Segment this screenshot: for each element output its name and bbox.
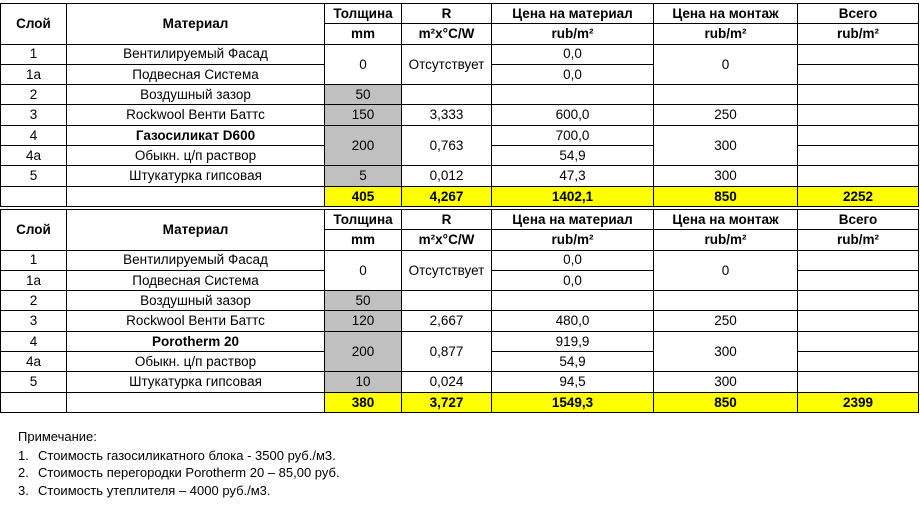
unit-mount-price: rub/m² <box>654 24 798 44</box>
layer-cell: 1 <box>1 44 67 64</box>
thickness-cell: 200 <box>325 125 402 166</box>
table-row <box>1 311 919 331</box>
material-cell: Вентилируемый Фасад <box>67 44 325 64</box>
mount-price-cell <box>654 85 798 105</box>
mat-price-cell <box>492 85 654 105</box>
totals-blank-cell <box>67 392 325 412</box>
note-text: Стоимость утеплителя – 4000 руб./м3. <box>38 482 271 498</box>
mount-price-cell: 250 <box>654 105 798 125</box>
total-cell <box>798 270 919 290</box>
thickness-cell: 0 <box>325 250 402 291</box>
unit-total: rub/m² <box>798 230 919 250</box>
mat-price-cell: 700,0 <box>492 125 654 145</box>
header-material: Материал <box>67 4 325 45</box>
totals-row <box>1 186 919 206</box>
layer-cell: 3 <box>1 311 67 331</box>
mount-price-cell: 300 <box>654 125 798 166</box>
note-number: 1. <box>18 447 29 463</box>
header-row <box>1 4 919 24</box>
total-mat-price: 1402,1 <box>492 186 654 206</box>
header-layer: Слой <box>1 4 67 45</box>
material-cell: Вентилируемый Фасад <box>67 250 325 270</box>
mount-price-cell: 300 <box>654 166 798 186</box>
mat-price-cell: 0,0 <box>492 250 654 270</box>
total-cell <box>798 146 919 166</box>
header-r: R <box>402 210 492 230</box>
mat-price-cell: 0,0 <box>492 44 654 64</box>
layer-cell: 2 <box>1 291 67 311</box>
material-cell: Rockwool Венти Баттс <box>67 105 325 125</box>
layer-cell: 5 <box>1 372 67 392</box>
unit-r: m²x°C/W <box>402 230 492 250</box>
header-layer: Слой <box>1 210 67 251</box>
material-cell: Газосиликат D600 <box>67 125 325 145</box>
table-row <box>1 372 919 392</box>
grand-total: 2399 <box>798 392 919 412</box>
mat-price-cell: 0,0 <box>492 64 654 84</box>
header-material: Материал <box>67 210 325 251</box>
total-thickness: 380 <box>325 392 402 412</box>
r-cell: 3,333 <box>402 105 492 125</box>
mount-price-cell: 0 <box>654 250 798 291</box>
thickness-cell: 10 <box>325 372 402 392</box>
notes-title: Примечание: <box>18 429 97 444</box>
mount-price-cell: 300 <box>654 331 798 372</box>
thickness-cell: 50 <box>325 85 402 105</box>
table-row <box>1 85 919 105</box>
layer-cell: 3 <box>1 105 67 125</box>
thickness-cell: 120 <box>325 311 402 331</box>
total-cell <box>798 105 919 125</box>
layer-cell: 4 <box>1 331 67 351</box>
total-cell <box>798 166 919 186</box>
material-cell: Штукатурка гипсовая <box>67 166 325 186</box>
material-cell: Porotherm 20 <box>67 331 325 351</box>
table-row <box>1 331 919 351</box>
unit-mount-price: rub/m² <box>654 230 798 250</box>
total-cell <box>798 291 919 311</box>
layer-cell: 2 <box>1 85 67 105</box>
thickness-cell: 5 <box>325 166 402 186</box>
table-row <box>1 166 919 186</box>
note-item <box>18 482 340 500</box>
total-cell <box>798 250 919 270</box>
material-cell: Воздушный зазор <box>67 291 325 311</box>
layer-cell: 4 <box>1 125 67 145</box>
header-total: Всего <box>798 210 919 230</box>
layer-cell: 1 <box>1 250 67 270</box>
mount-price-cell <box>654 291 798 311</box>
totals-row <box>1 392 919 412</box>
unit-thickness: mm <box>325 230 402 250</box>
thickness-cell: 50 <box>325 291 402 311</box>
mat-price-cell: 480,0 <box>492 311 654 331</box>
r-cell: Отсутствует <box>402 44 492 85</box>
table-row <box>1 105 919 125</box>
r-cell <box>402 291 492 311</box>
mount-price-cell: 0 <box>654 44 798 85</box>
total-cell <box>798 331 919 351</box>
total-thickness: 405 <box>325 186 402 206</box>
total-cell <box>798 372 919 392</box>
layer-cell: 4а <box>1 352 67 372</box>
total-cell <box>798 311 919 331</box>
total-mount-price: 850 <box>654 392 798 412</box>
header-mat-price: Цена на материал <box>492 210 654 230</box>
total-r: 3,727 <box>402 392 492 412</box>
mat-price-cell: 0,0 <box>492 270 654 290</box>
thickness-cell: 0 <box>325 44 402 85</box>
total-r: 4,267 <box>402 186 492 206</box>
r-cell: 0,763 <box>402 125 492 166</box>
material-cell: Штукатурка гипсовая <box>67 372 325 392</box>
note-text: Стоимость перегородки Porotherm 20 – 85,00 руб. <box>38 465 340 480</box>
material-cell: Обыкн. ц/п раствор <box>67 146 325 166</box>
r-cell <box>402 85 492 105</box>
material-cell: Подвесная Система <box>67 64 325 84</box>
mount-price-cell: 250 <box>654 311 798 331</box>
note-item <box>18 447 340 465</box>
unit-thickness: mm <box>325 24 402 44</box>
unit-total: rub/m² <box>798 24 919 44</box>
note-number: 2. <box>18 465 29 480</box>
header-thickness: Толщина <box>325 4 402 24</box>
thickness-cell: 200 <box>325 331 402 372</box>
cost-table-porotherm <box>0 209 919 413</box>
header-row <box>1 210 919 230</box>
layer-cell: 5 <box>1 166 67 186</box>
totals-blank-cell <box>1 186 67 206</box>
header-mat-price: Цена на материал <box>492 4 654 24</box>
header-thickness: Толщина <box>325 210 402 230</box>
header-mount-price: Цена на монтаж <box>654 4 798 24</box>
r-cell: 0,024 <box>402 372 492 392</box>
r-cell: 2,667 <box>402 311 492 331</box>
total-cell <box>798 352 919 372</box>
mount-price-cell: 300 <box>654 372 798 392</box>
total-mat-price: 1549,3 <box>492 392 654 412</box>
header-total: Всего <box>798 4 919 24</box>
note-number: 3. <box>18 482 29 498</box>
total-cell <box>798 85 919 105</box>
note-item <box>18 464 340 482</box>
material-cell: Подвесная Система <box>67 270 325 290</box>
unit-mat-price: rub/m² <box>492 24 654 44</box>
totals-blank-cell <box>67 186 325 206</box>
cost-table-gas-silicate <box>0 3 919 207</box>
mat-price-cell <box>492 291 654 311</box>
note-text: Стоимость газосиликатного блока - 3500 руб./м3. <box>38 447 336 463</box>
mat-price-cell: 47,3 <box>492 166 654 186</box>
layer-cell: 4а <box>1 146 67 166</box>
material-cell: Rockwool Венти Баттс <box>67 311 325 331</box>
total-cell <box>798 125 919 145</box>
total-cell <box>798 64 919 84</box>
grand-total: 2252 <box>798 186 919 206</box>
thickness-cell: 150 <box>325 105 402 125</box>
unit-mat-price: rub/m² <box>492 230 654 250</box>
r-cell: 0,877 <box>402 331 492 372</box>
table-row <box>1 291 919 311</box>
r-cell: Отсутствует <box>402 250 492 291</box>
r-cell: 0,012 <box>402 166 492 186</box>
mat-price-cell: 54,9 <box>492 352 654 372</box>
total-cell <box>798 44 919 64</box>
notes-section <box>18 428 340 499</box>
table-row <box>1 250 919 270</box>
unit-r: m²x°C/W <box>402 24 492 44</box>
table-row <box>1 44 919 64</box>
layer-cell: 1а <box>1 270 67 290</box>
material-cell: Обыкн. ц/п раствор <box>67 352 325 372</box>
mat-price-cell: 94,5 <box>492 372 654 392</box>
table-row <box>1 125 919 145</box>
layer-cell: 1а <box>1 64 67 84</box>
total-mount-price: 850 <box>654 186 798 206</box>
mat-price-cell: 54,9 <box>492 146 654 166</box>
notes-list <box>18 447 340 500</box>
totals-blank-cell <box>1 392 67 412</box>
header-mount-price: Цена на монтаж <box>654 210 798 230</box>
mat-price-cell: 600,0 <box>492 105 654 125</box>
material-cell: Воздушный зазор <box>67 85 325 105</box>
mat-price-cell: 919,9 <box>492 331 654 351</box>
header-r: R <box>402 4 492 24</box>
